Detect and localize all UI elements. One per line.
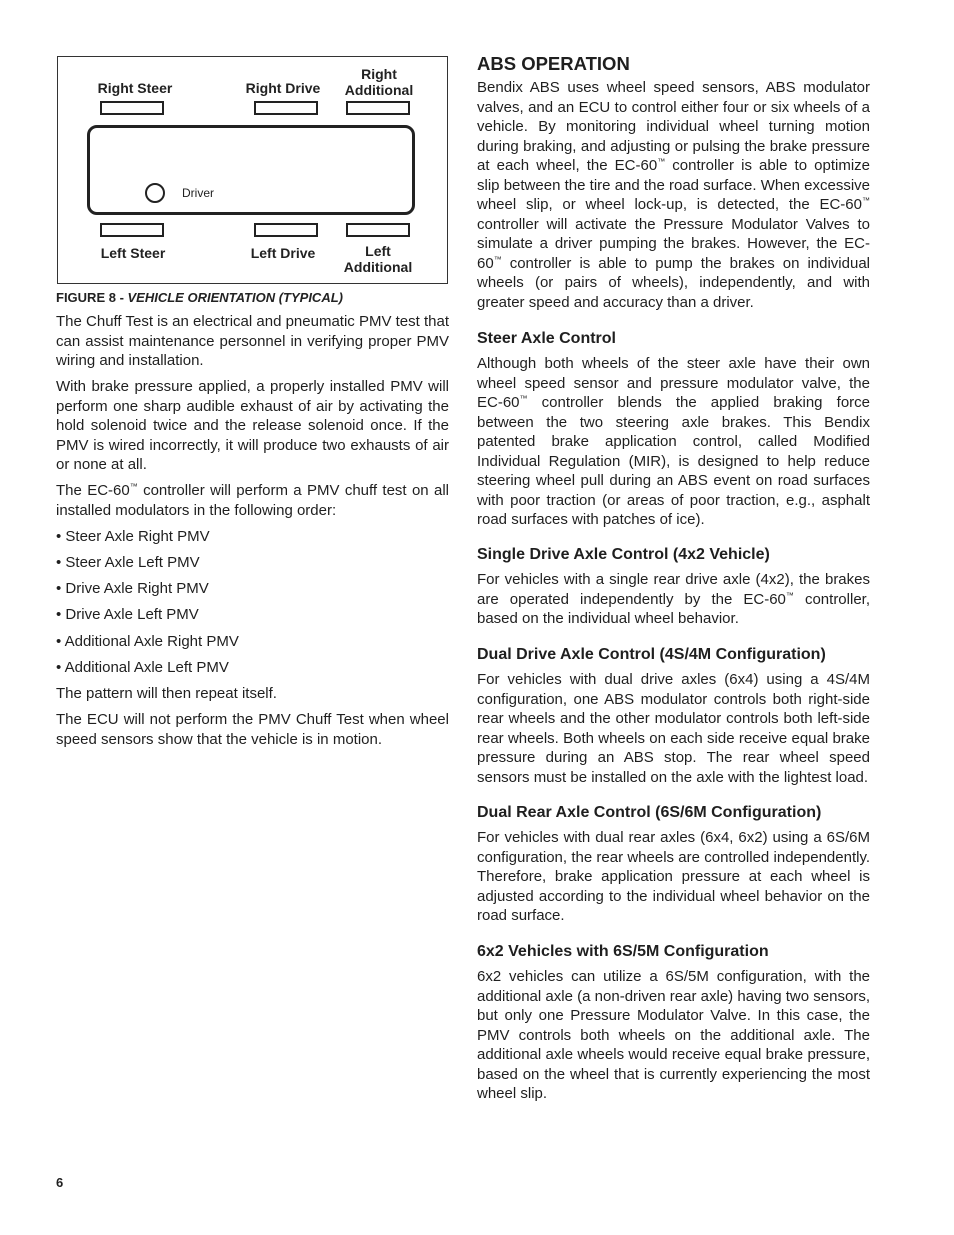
wheel-left-steer <box>100 223 164 237</box>
single-drive-heading: Single Drive Axle Control (4x2 Vehicle) <box>477 546 770 563</box>
list-item: • Additional Axle Left PMV <box>56 659 229 676</box>
wheel-right-drive <box>254 101 318 115</box>
wheel-right-additional <box>346 101 410 115</box>
dual-drive-paragraph: For vehicles with dual drive axles (6x4) using a 4S/4M configuration, one ABS modulator controls both right-side rear wheels and the other modulator controls both left-side rear wheels. Both wheels on each side receive equal brake pressure during an ABS stop. The rear wheel speed sensors must be installed on the axle with the lightest load. <box>477 671 870 786</box>
label-left-drive: Left Drive <box>250 245 316 261</box>
figure-caption: FIGURE 8 - VEHICLE ORIENTATION (TYPICAL) <box>56 290 343 305</box>
dual-rear-paragraph: For vehicles with dual rear axles (6x4, 6x2) using a 6S/6M configuration, the rear wheels are controlled independently. Therefore, brake application pressure at each wheel is adjusted according to the individual wheel behavior on the road surface. <box>477 829 870 924</box>
label-right-additional: Right Additional <box>344 66 414 98</box>
label-right-steer: Right Steer <box>97 80 173 96</box>
vehicle-orientation-figure <box>57 56 448 284</box>
wheel-left-additional <box>346 223 410 237</box>
page-number: 6 <box>56 1175 64 1190</box>
dual-drive-heading: Dual Drive Axle Control (4S/4M Configuration) <box>477 646 826 663</box>
driver-position-icon <box>145 183 165 203</box>
list-item: • Drive Axle Right PMV <box>56 580 209 597</box>
abs-operation-paragraph: Bendix ABS uses wheel speed sensors, ABS modulator valves, and an ECU to control either four or six wheels of a vehicle. By monitoring individual wheel turning motion during braking, and adjusting or pulsing the brake pressure at each wheel, the EC-60™ controller is able to optimize slip between the tire and the road surface. When excessive wheel slip, or wheel lock-up, is detected, the EC-60™ controller will activate the Pressure Modulator Valves to simulate a driver pumping the brakes. However, the EC-60™ controller is able to pump the brakes on individual wheels (or pairs of wheels), independently, and with greater speed and accuracy than a driver. <box>477 79 870 311</box>
list-item: • Steer Axle Left PMV <box>56 554 200 571</box>
steer-axle-paragraph: Although both wheels of the steer axle have their own wheel speed sensor and pressure modulator valve, the EC-60™ controller blends the applied braking force between the two steering axle brakes. This Bendix patented brake application control, called Modified Individual Regulation (MIR), is designed to help reduce steering wheel pull during an ABS event on road surfaces with poor traction (or areas of poor traction, e.g., asphalt road surfaces with patches of ice). <box>477 355 870 528</box>
label-left-steer: Left Steer <box>100 245 166 261</box>
wheel-left-drive <box>254 223 318 237</box>
abs-operation-heading: ABS OPERATION <box>477 53 630 74</box>
list-item: • Steer Axle Right PMV <box>56 528 210 545</box>
single-drive-paragraph: For vehicles with a single rear drive axle (4x2), the brakes are operated independently by the EC-60™ controller, based on the individual wheel behavior. <box>477 571 870 627</box>
chuff-test-intro: The Chuff Test is an electrical and pneumatic PMV test that can assist maintenance personnel in verifying proper PMV wiring and installation. <box>56 313 449 369</box>
steer-axle-heading: Steer Axle Control <box>477 330 616 347</box>
list-item: • Additional Axle Right PMV <box>56 633 239 650</box>
brake-pressure-paragraph: With brake pressure applied, a properly installed PMV will perform one sharp audible exhaust of air by activating the hold solenoid twice and the release solenoid once. If the PMV is wired incorrectly, it will produce two exhausts of air or none at all. <box>56 378 449 473</box>
list-item: • Drive Axle Left PMV <box>56 606 199 623</box>
vehicle-body <box>87 125 415 215</box>
motion-paragraph: The ECU will not perform the PMV Chuff Test when wheel speed sensors show that the vehicle is in motion. <box>56 711 449 748</box>
label-right-drive: Right Drive <box>245 80 321 96</box>
sixbytwo-heading: 6x2 Vehicles with 6S/5M Configuration <box>477 943 769 960</box>
wheel-right-steer <box>100 101 164 115</box>
ec60-chuff-paragraph: The EC-60™ controller will perform a PMV chuff test on all installed modulators in the following order: <box>56 482 449 519</box>
label-left-additional: Left Additional <box>343 243 413 275</box>
sixbytwo-paragraph: 6x2 vehicles can utilize a 6S/5M configuration, with the additional axle (a non-driven rear axle) having two sensors, but only one Pressure Modulator Valve. In this case, the PMV controls both wheels on the additional axle. The additional axle wheels would receive equal brake pressure, based on the wheel that is currently experiencing the most wheel slip. <box>477 968 870 1102</box>
dual-rear-heading: Dual Rear Axle Control (6S/6M Configuration) <box>477 804 822 821</box>
pattern-repeat-paragraph: The pattern will then repeat itself. <box>56 685 277 702</box>
driver-label: Driver <box>182 186 214 200</box>
